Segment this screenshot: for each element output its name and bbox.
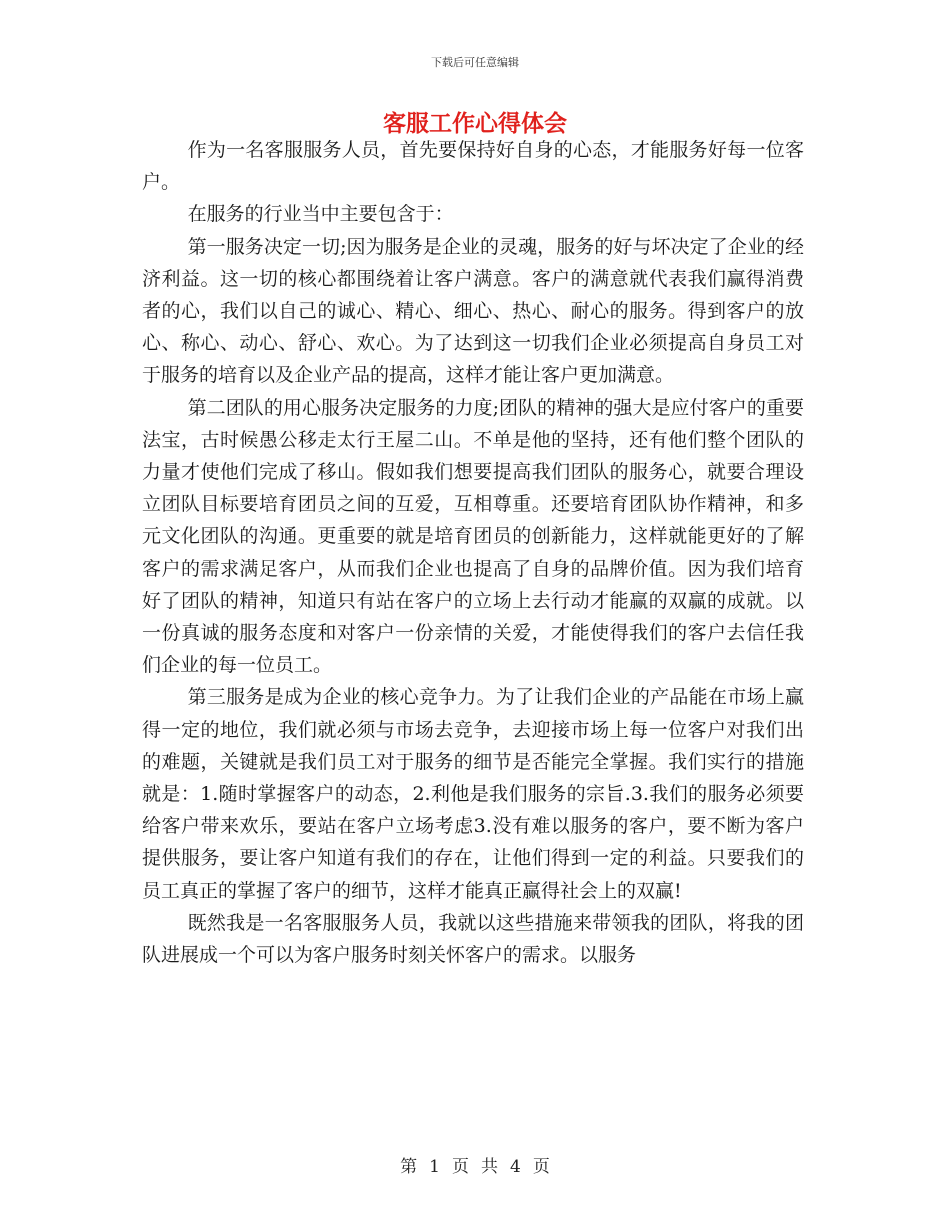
paragraph-third-point: 第三服务是成为企业的核心竞争力。为了让我们企业的产品能在市场上赢得一定的地位，我们就必须与市场去竞争，去迎接市场上每一位客户对我们出的难题，关键就是我们员工对于服务的细节是否能完全掌握。我们实行的措施就是：1.随时掌握客户的动态，2.利他是我们服务的宗旨.3.我们的服务必须要给客户带来欢乐，要站在客户立场考虑3.没有难以服务的客户，要不断为客户提供服务，要让客户知道有我们的存在，让他们得到一定的利益。只要我们的员工真正的掌握了客户的细节，这样才能真正赢得社会上的双赢! — [142, 686, 804, 902]
page-label: 第 — [400, 1157, 418, 1177]
paragraph-first-point: 第一服务决定一切;因为服务是企业的灵魂，服务的好与坏决定了企业的经济利益。这一切的核心都围绕着让客户满意。客户的满意就代表我们赢得消费者的心，我们以自己的诚心、精心、细心、热心、耐心的服务。得到客户的放心、称心、动心、舒心、欢心。为了达到这一切我们企业必须提高自身员工对于服务的培育以及企业产品的提高，这样才能让客户更加满意。 — [142, 235, 804, 387]
document-body — [142, 134, 804, 971]
paragraph-intro: 作为一名客服服务人员，首先要保持好自身的心态，才能服务好每一位客户。 — [142, 139, 804, 194]
document-title: 客服工作心得体会 — [383, 110, 567, 137]
total-unit: 页 — [532, 1157, 550, 1177]
paragraph-scope: 在服务的行业当中主要包含于： — [187, 203, 454, 226]
paragraph-second-point: 第二团队的用心服务决定服务的力度;团队的精神的强大是应付客户的重要法宝，古时候愚公移走太行王屋二山。不单是他的坚持，还有他们整个团队的力量才使他们完成了移山。假如我们想要提高我们团队的服务心，就要合理设立团队目标要培育团员之间的互爱，互相尊重。还要培育团队协作精神，和多元文化团队的沟通。更重要的就是培育团员的创新能力，这样就能更好的了解客户的需求满足客户，从而我们企业也提高了自身的品牌价值。因为我们培育好了团队的精神，知道只有站在客户的立场上去行动才能赢的双赢的成就。以一份真诚的服务态度和对客户一份亲情的关爱，才能使得我们的客户去信任我们企业的每一位员工。 — [142, 396, 804, 677]
total-pages: 4 — [510, 1157, 521, 1177]
page-number: 1 — [429, 1157, 440, 1177]
page-unit: 页 — [452, 1157, 469, 1177]
page-footer — [0, 1152, 950, 1177]
total-label: 共 — [481, 1157, 498, 1177]
paragraph-conclusion: 既然我是一名客服服务人员，我就以这些措施来带领我的团队，将我的团队进展成一个可以为客户服务时刻关怀客户的需求。以服务 — [142, 911, 804, 967]
header-note: 下载后可任意编辑 — [431, 56, 519, 69]
